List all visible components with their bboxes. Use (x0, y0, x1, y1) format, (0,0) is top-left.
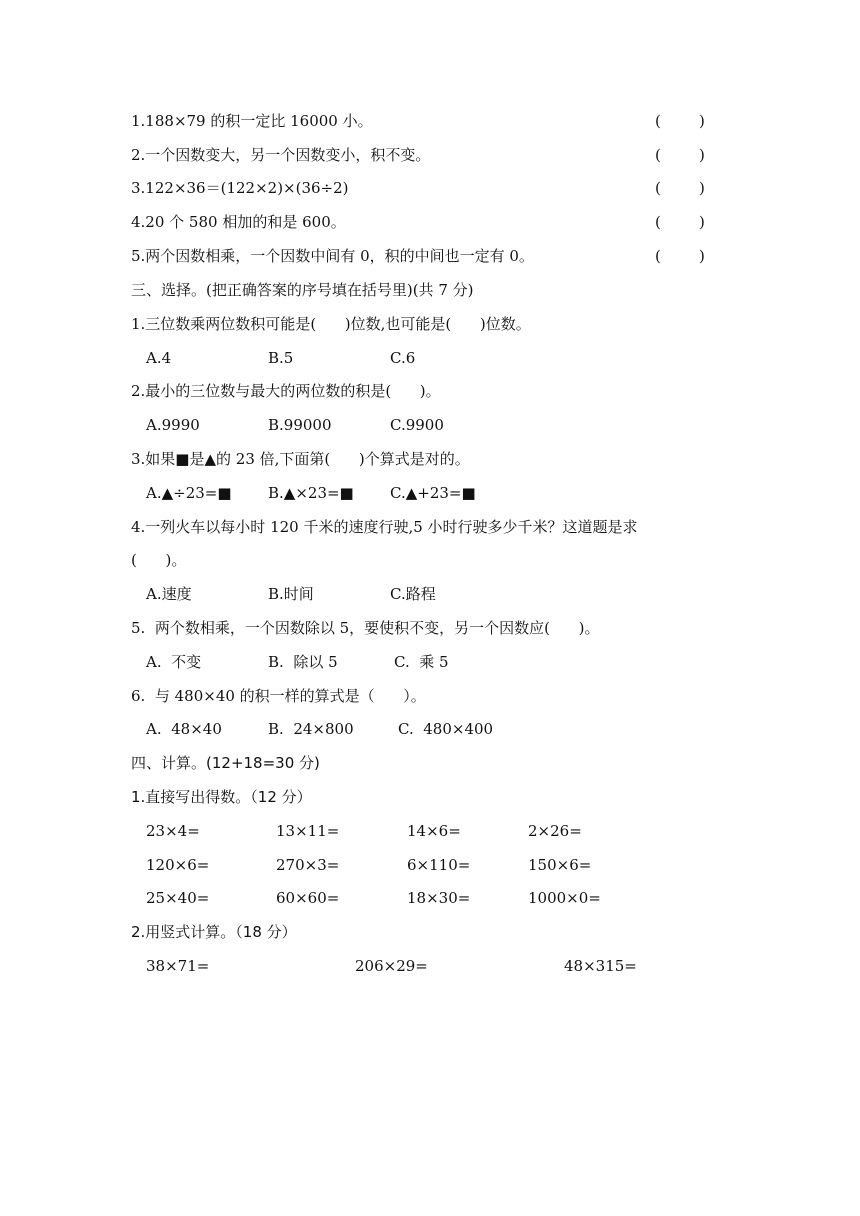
calc-problem: 270×3= (276, 856, 340, 874)
answer-paren-5[interactable]: ( ) (655, 247, 705, 265)
choice-question-2: 2.最小的三位数与最大的两位数的积是( )。 (131, 382, 441, 400)
calc-problem: 6×110= (407, 856, 471, 874)
choice-question-5: 5. 两个数相乘，一个因数除以 5，要使积不变，另一个因数应( )。 (131, 619, 600, 637)
choice-5-option-c: C. 乘 5 (394, 653, 449, 671)
choice-question-3: 3.如果■是▲的 23 倍,下面第( )个算式是对的。 (131, 450, 470, 468)
choice-1-option-a: A.4 (146, 349, 172, 367)
calc-problem: 2×26= (528, 822, 582, 840)
choice-2-option-c: C.9900 (390, 416, 444, 434)
choice-1-option-c: C.6 (390, 349, 416, 367)
choice-question-6: 6. 与 480×40 的积一样的算式是（ ）。 (131, 687, 426, 705)
judge-item-1: 1.188×79 的积一定比 16000 小。 (131, 112, 373, 130)
choice-5-option-b: B. 除以 5 (268, 653, 338, 671)
choice-6-option-b: B. 24×800 (268, 720, 354, 738)
choice-3-option-c: C.▲+23=■ (390, 484, 476, 502)
vertical-calc-problem: 206×29= (355, 957, 428, 975)
answer-paren-3[interactable]: ( ) (655, 179, 705, 197)
calc-subheading-direct: 1.直接写出得数。（12 分） (131, 788, 312, 806)
calc-subheading-vertical: 2.用竖式计算。（18 分） (131, 923, 297, 941)
choice-4-option-b: B.时间 (268, 585, 314, 603)
calc-problem: 23×4= (146, 822, 200, 840)
choice-question-1: 1.三位数乘两位数积可能是( )位数,也可能是( )位数。 (131, 315, 531, 333)
choice-question-4: 4.一列火车以每小时 120 千米的速度行驶,5 小时行驶多少千米？这道题是求 (131, 518, 638, 536)
answer-paren-2[interactable]: ( ) (655, 146, 705, 164)
choice-question-4-continued: ( )。 (131, 551, 187, 569)
choice-5-option-a: A. 不变 (146, 653, 202, 671)
vertical-calc-problem: 48×315= (564, 957, 637, 975)
choice-6-option-a: A. 48×40 (146, 720, 222, 738)
section-heading-calculation: 四、计算。(12+18=30 分) (131, 754, 320, 772)
calc-problem: 60×60= (276, 889, 340, 907)
calc-problem: 18×30= (407, 889, 471, 907)
judge-item-2: 2.一个因数变大，另一个因数变小，积不变。 (131, 146, 431, 164)
calc-problem: 14×6= (407, 822, 461, 840)
calc-problem: 13×11= (276, 822, 340, 840)
calc-problem: 1000×0= (528, 889, 601, 907)
judge-item-3: 3.122×36＝(122×2)×(36÷2) (131, 179, 349, 197)
choice-1-option-b: B.5 (268, 349, 294, 367)
choice-4-option-a: A.速度 (146, 585, 192, 603)
choice-2-option-a: A.9990 (146, 416, 200, 434)
calc-problem: 25×40= (146, 889, 210, 907)
judge-item-4: 4.20 个 580 相加的和是 600。 (131, 213, 346, 231)
section-heading-choice: 三、选择。(把正确答案的序号填在括号里)(共 7 分) (131, 281, 474, 299)
choice-3-option-a: A.▲÷23=■ (146, 484, 232, 502)
calc-problem: 120×6= (146, 856, 210, 874)
choice-3-option-b: B.▲×23=■ (268, 484, 354, 502)
answer-paren-4[interactable]: ( ) (655, 213, 705, 231)
answer-paren-1[interactable]: ( ) (655, 112, 705, 130)
choice-2-option-b: B.99000 (268, 416, 332, 434)
judge-item-5: 5.两个因数相乘，一个因数中间有 0，积的中间也一定有 0。 (131, 247, 534, 265)
choice-4-option-c: C.路程 (390, 585, 436, 603)
choice-6-option-c: C. 480×400 (398, 720, 494, 738)
vertical-calc-problem: 38×71= (146, 957, 210, 975)
calc-problem: 150×6= (528, 856, 592, 874)
